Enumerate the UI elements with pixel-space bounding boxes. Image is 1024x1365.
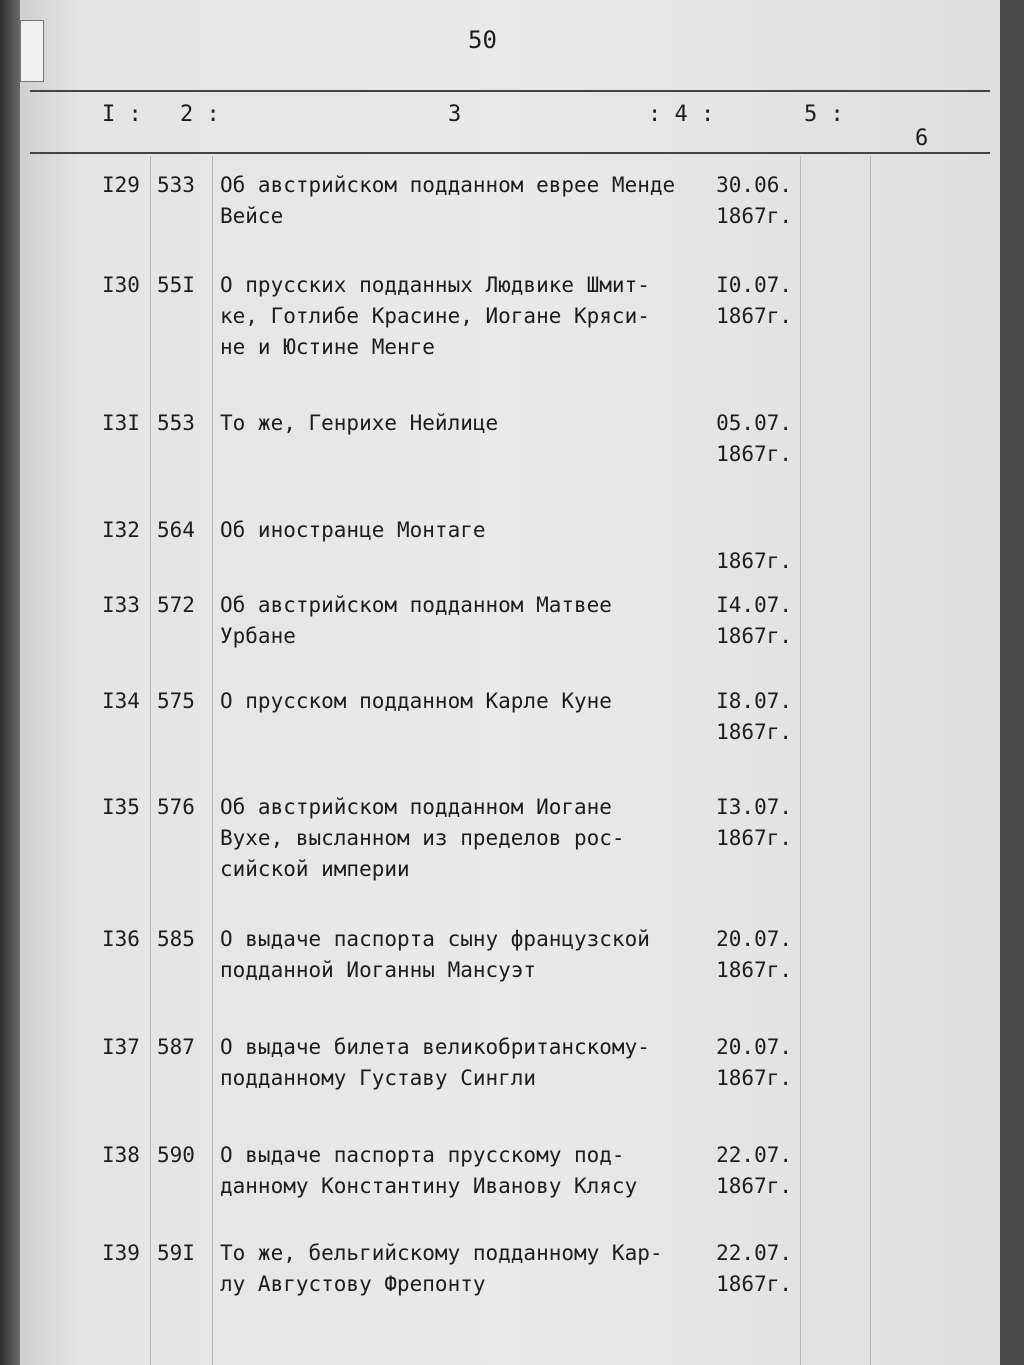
row-index: I34 xyxy=(102,689,140,713)
file-number: 59I xyxy=(157,1241,195,1265)
record-date: 30.06. 1867г. xyxy=(716,173,792,228)
file-number: 576 xyxy=(157,795,195,819)
file-number: 564 xyxy=(157,518,195,542)
column-divider xyxy=(150,156,151,1365)
file-number: 590 xyxy=(157,1143,195,1167)
record-date: 20.07. 1867г. xyxy=(716,1035,792,1090)
record-date: I4.07. 1867г. xyxy=(716,593,792,648)
file-number: 55I xyxy=(157,273,195,297)
record-date: I0.07. 1867г. xyxy=(716,273,792,328)
header-col-6: 6 xyxy=(915,126,929,151)
record-date: 22.07. 1867г. xyxy=(716,1143,792,1198)
record-date: 1867г. xyxy=(716,549,792,573)
record-description: То же, Генрихе Нейлице xyxy=(220,411,499,435)
header-col-5: 5 : xyxy=(804,102,844,127)
record-description: О выдаче паспорта сыну французской подданной Иоганны Мансуэт xyxy=(220,927,650,982)
record-description: Об австрийском подданном Иогане Вухе, высланном из пределов рос- сийской империи xyxy=(220,795,625,881)
row-index: I36 xyxy=(102,927,140,951)
header-top-rule xyxy=(30,90,990,92)
header-bottom-rule xyxy=(30,152,990,154)
file-number: 572 xyxy=(157,593,195,617)
column-divider xyxy=(800,156,801,1365)
file-number: 587 xyxy=(157,1035,195,1059)
row-index: I39 xyxy=(102,1241,140,1265)
header-col-3: 3 xyxy=(448,102,462,127)
record-description: Об австрийском подданном еврее Менде Вейсе xyxy=(220,173,676,228)
page-tab xyxy=(20,20,44,82)
row-index: I33 xyxy=(102,593,140,617)
record-date: I3.07. 1867г. xyxy=(716,795,792,850)
column-divider xyxy=(870,156,871,1365)
record-description: О выдаче паспорта прусскому под- данному Константину Иванову Клясу xyxy=(220,1143,638,1198)
file-number: 575 xyxy=(157,689,195,713)
row-index: I32 xyxy=(102,518,140,542)
column-divider xyxy=(212,156,213,1365)
row-index: I29 xyxy=(102,173,140,197)
file-number: 585 xyxy=(157,927,195,951)
file-number: 553 xyxy=(157,411,195,435)
record-date: 05.07. 1867г. xyxy=(716,411,792,466)
row-index: I37 xyxy=(102,1035,140,1059)
file-number: 533 xyxy=(157,173,195,197)
row-index: I35 xyxy=(102,795,140,819)
record-description: Об австрийском подданном Матвее Урбане xyxy=(220,593,612,648)
row-index: I30 xyxy=(102,273,140,297)
page-number: 50 xyxy=(468,26,497,54)
document-page xyxy=(20,0,1000,1365)
record-description: О прусских подданных Людвике Шмит- ке, Готлибе Красине, Иогане Кряси- не и Юстине Менге xyxy=(220,273,650,359)
record-date: I8.07. 1867г. xyxy=(716,689,792,744)
record-description: О выдаче билета великобританскому- подданному Густаву Сингли xyxy=(220,1035,650,1090)
row-index: I3I xyxy=(102,411,140,435)
header-col-2: 2 : xyxy=(180,102,220,127)
record-description: О прусском подданном Карле Куне xyxy=(220,689,612,713)
record-description: То же, бельгийскому подданному Кар- лу Августову Фрепонту xyxy=(220,1241,663,1296)
header-col-4: : 4 : xyxy=(648,102,715,127)
record-date: 22.07. 1867г. xyxy=(716,1241,792,1296)
row-index: I38 xyxy=(102,1143,140,1167)
record-date: 20.07. 1867г. xyxy=(716,927,792,982)
record-description: Об иностранце Монтаге xyxy=(220,518,486,542)
header-col-1: I : xyxy=(102,102,142,127)
